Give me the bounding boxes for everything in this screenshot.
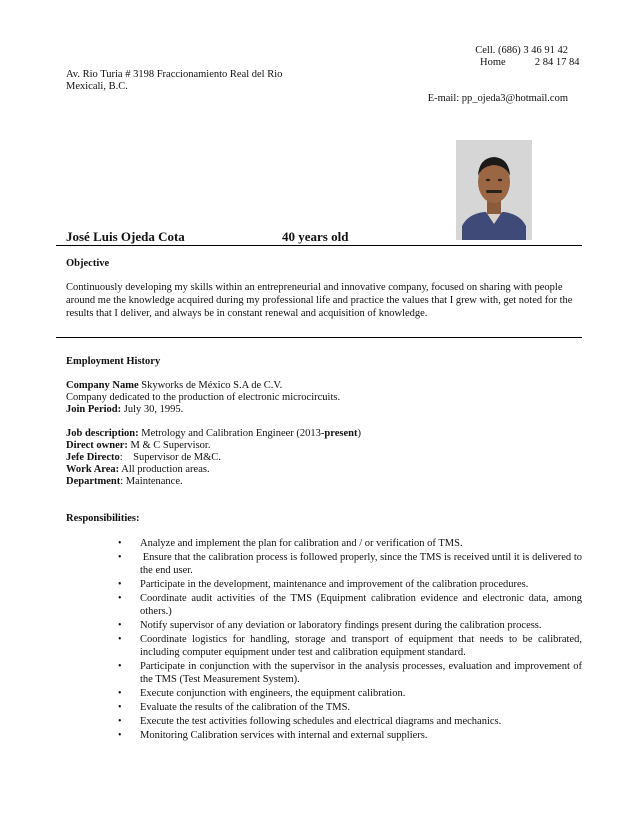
cell-phone: Cell. (686) 3 46 91 42: [475, 45, 568, 56]
objective-heading: Objective: [66, 258, 110, 269]
list-item: [118, 715, 582, 728]
full-name: José Luis Ojeda Cota: [66, 229, 185, 244]
join-period-line: [66, 403, 183, 416]
list-item-text: Notify supervisor of any deviation or laboratory findings present during the calibration process.: [140, 620, 542, 631]
home-label: Home: [480, 57, 506, 68]
jefe-directo-value: : Supervisor de M&C.: [119, 452, 221, 463]
list-item: [118, 578, 582, 591]
job-close: ): [357, 428, 361, 439]
list-item-text: Participate in the development, maintenance and improvement of the calibration procedures.: [140, 579, 529, 590]
department-value: : Maintenance.: [120, 476, 183, 487]
bullet-icon: •: [118, 593, 122, 604]
bullet-icon: •: [118, 552, 122, 563]
objective-text: Continuously developing my skills within an entrepreneurial and innovative company, focused on sharing with people around me the knowledge acquired during my professional life and practice the values that I grew with, get noted for the results that I deliver, and always be in constant renewal and acquisition of knowledge.: [66, 282, 573, 319]
responsibilities-list: [118, 537, 585, 743]
responsibilities-heading: Responsibilities:: [66, 513, 140, 524]
bullet-icon: •: [118, 661, 122, 672]
list-item: [118, 660, 582, 686]
list-item: [118, 592, 582, 618]
bullet-icon: •: [118, 620, 122, 631]
divider-top: [56, 245, 582, 246]
age: 40 years old: [282, 229, 349, 244]
divider-objective: [56, 337, 582, 338]
join-period-value: July 30, 1995.: [121, 404, 184, 415]
email: E-mail: pp_ojeda3@hotmail.com: [427, 93, 568, 104]
direct-owner-label: Direct owner:: [66, 440, 128, 451]
join-period-label: Join Period:: [66, 404, 122, 415]
bullet-icon: •: [118, 730, 122, 741]
bullet-icon: •: [118, 688, 122, 699]
list-item: [118, 687, 582, 700]
list-item: [118, 633, 582, 659]
list-item-text: Coordinate audit activities of the TMS (Equipment calibration evidence and electronic data, among others.): [140, 593, 582, 617]
direct-owner-value: M & C Supervisor.: [127, 440, 211, 451]
bullet-icon: •: [118, 634, 122, 645]
bullet-icon: •: [118, 716, 122, 727]
list-item: [118, 551, 585, 577]
list-item-text: Monitoring Calibration services with internal and external suppliers.: [140, 730, 428, 741]
company-name-label: Company Name: [66, 380, 139, 391]
department-line: [66, 475, 183, 488]
address-line-1: Av. Rio Turia # 3198 Fraccionamiento Real del Rio: [66, 69, 283, 80]
bullet-icon: •: [118, 702, 122, 713]
home-phone: [480, 56, 580, 69]
list-item-text: Execute the test activities following schedules and electrical diagrams and mechanics.: [140, 716, 502, 727]
list-item-text: Execute conjunction with engineers, the equipment calibration.: [140, 688, 406, 699]
list-item-text: Coordinate logistics for handling, storage and transport of equipment that needs to be calibrated, including computer equipment under test and calibration equipment standard.: [140, 634, 582, 658]
list-item-text: Participate in conjunction with the supervisor in the analysis processes, evaluation and improvement of the TMS (Test Measurement System).: [140, 661, 582, 685]
address-line-2: Mexicali, B.C.: [66, 81, 128, 92]
list-item-text: Ensure that the calibration process is followed properly, since the TMS is received until it is delivered to the end user.: [140, 552, 585, 576]
list-item-text: Analyze and implement the plan for calibration and / or verification of TMS.: [140, 538, 463, 549]
company-description: Company dedicated to the production of electronic microcircuits.: [66, 392, 341, 403]
employment-heading: Employment History: [66, 356, 161, 367]
work-area-label: Work Area:: [66, 464, 120, 475]
job-present: present: [324, 428, 358, 439]
home-number: 2 84 17 84: [534, 57, 580, 68]
profile-photo: [456, 140, 532, 240]
bullet-icon: •: [118, 538, 122, 549]
list-item: [118, 729, 582, 742]
list-item: [118, 537, 582, 550]
work-area-value: All production areas.: [119, 464, 210, 475]
company-name-value: Skyworks de México S.A de C.V.: [138, 380, 283, 391]
list-item: [118, 619, 582, 632]
job-description-label: Job description:: [66, 428, 139, 439]
list-item-text: Evaluate the results of the calibration of the TMS.: [140, 702, 351, 713]
department-label: Department: [66, 476, 121, 487]
job-description-value: Metrology and Calibration Engineer (2013-: [138, 428, 325, 439]
bullet-icon: •: [118, 579, 122, 590]
jefe-directo-label: Jefe Directo: [66, 452, 120, 463]
person-photo-illustration: [456, 140, 532, 240]
list-item: [118, 701, 582, 714]
